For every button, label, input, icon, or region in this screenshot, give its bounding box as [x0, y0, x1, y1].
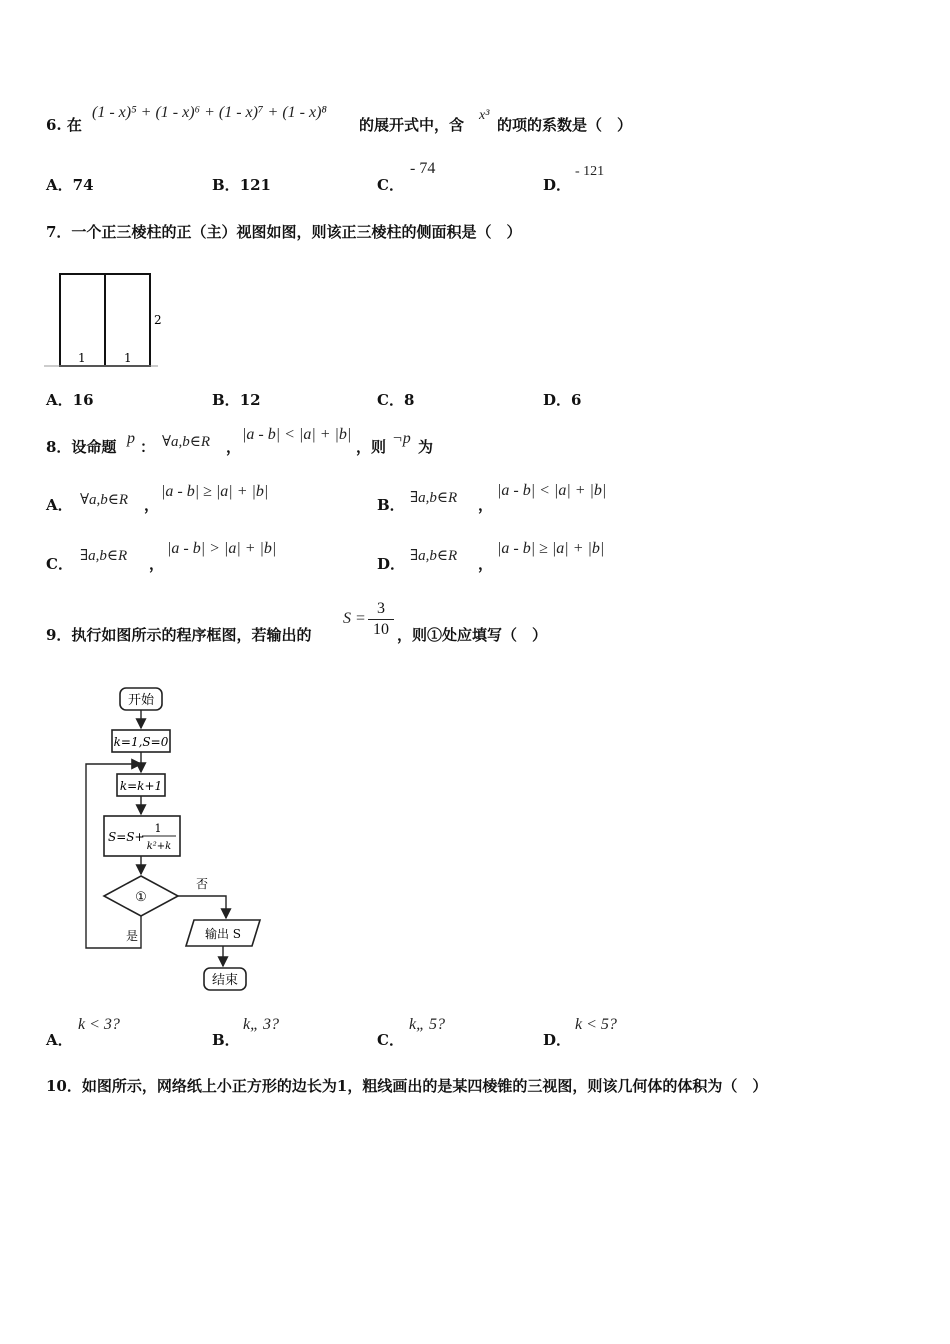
q8-comma: ， — [226, 438, 242, 456]
q6-option-c[interactable] — [377, 174, 404, 195]
q6-mid: 的展开式中，含 — [359, 116, 465, 134]
figure-label-left: 1 — [78, 351, 86, 365]
option-label: A． — [46, 496, 73, 514]
option-label: B． — [212, 176, 240, 194]
flow-output-label: 输出 S — [204, 927, 242, 941]
option-label: B． — [212, 1031, 240, 1049]
flow-start-label: 开始 — [127, 693, 155, 708]
q7-option-b[interactable] — [212, 389, 261, 410]
q6-number: 6. — [46, 116, 62, 134]
q8-wei: 为 — [418, 438, 434, 456]
q8-not-p: ¬p — [392, 430, 411, 447]
option-value: 16 — [72, 391, 94, 409]
q9-stem-prefix: 9．执行如图所示的程序框图，若输出的 — [46, 626, 312, 644]
q8-option-c-inequality: |a - b| > |a| + |b| — [167, 540, 277, 557]
q8-option-a-comma: ， — [144, 496, 160, 514]
q6-option-d[interactable] — [543, 174, 571, 195]
option-label: C． — [377, 176, 404, 194]
q9-option-d-value: k < 5? — [575, 1016, 617, 1033]
q8-option-c-quantifier: ∃a,b∈R — [80, 548, 128, 564]
option-value: 121 — [239, 176, 271, 194]
q8-option-a-inequality: |a - b| ≥ |a| + |b| — [161, 483, 269, 500]
flow-sum-left: S=S+ — [108, 830, 145, 844]
q8-option-d-quantifier: ∃a,b∈R — [410, 548, 458, 564]
q7-option-c[interactable] — [377, 389, 414, 410]
q8-option-a[interactable] — [46, 494, 73, 515]
q7-option-a[interactable] — [46, 389, 94, 410]
option-value: 8 — [403, 391, 415, 409]
q8-option-d-comma: ， — [478, 555, 494, 573]
q9-fraction-bar — [368, 619, 394, 620]
q8-option-a-quantifier: ∀a,b∈R — [80, 492, 129, 508]
q9-stem-suffix: ，则①处应填写（ ） — [397, 626, 548, 644]
option-label: C． — [377, 391, 404, 409]
q6-variable: x³ — [479, 108, 490, 123]
q6-option-a[interactable] — [46, 174, 94, 195]
q6-suffix: 的项的系数是（ ） — [497, 116, 633, 134]
q8-option-c[interactable] — [46, 553, 73, 574]
q8-quantifier: ∀a,b∈R — [162, 434, 211, 450]
q8-then: ，则 — [356, 438, 387, 456]
q7-option-d[interactable] — [543, 389, 581, 410]
q6-stem — [46, 114, 82, 135]
q9-option-a-value: k < 3? — [78, 1016, 120, 1033]
q8-inequality: |a - b| < |a| + |b| — [242, 426, 352, 443]
option-value: 6 — [571, 391, 582, 409]
option-label: D． — [543, 391, 572, 409]
q9-option-a[interactable] — [46, 1029, 73, 1050]
option-label: B． — [212, 391, 240, 409]
q10-stem: 10．如图所示，网络纸上小正方形的边长为1，粗线画出的是某四棱锥的三视图，则该几何体的体积为（ ） — [46, 1077, 768, 1095]
q8-option-d-inequality: |a - b| ≥ |a| + |b| — [497, 540, 605, 557]
q6-expression: (1 - x)⁵ + (1 - x)⁶ + (1 - x)⁷ + (1 - x)⁸ — [92, 104, 327, 121]
flow-no-label: 否 — [196, 877, 209, 891]
flow-init-label: k=1,S=0 — [113, 735, 169, 749]
q8-p: p — [127, 430, 135, 447]
q9-fraction-numerator: 3 — [377, 600, 385, 617]
flow-end-label: 结束 — [211, 973, 239, 988]
option-label: A． — [46, 391, 73, 409]
option-value: 12 — [239, 391, 261, 409]
flow-sum-denominator: k²+k — [146, 841, 172, 852]
option-label: A． — [46, 176, 73, 194]
q8-colon: ： — [140, 438, 156, 456]
q6-prefix: 在 — [66, 116, 82, 134]
option-label: C． — [377, 1031, 404, 1049]
q8-option-b-inequality: |a - b| < |a| + |b| — [497, 482, 607, 499]
q9-option-b-value: k„ 3? — [243, 1016, 279, 1033]
q9-s-equals: S = — [343, 610, 366, 627]
q8-option-b-quantifier: ∃a,b∈R — [410, 490, 458, 506]
figure-label-right: 1 — [124, 351, 132, 365]
q6-option-d-value: - 121 — [575, 164, 605, 179]
q7-front-view-figure — [40, 262, 180, 372]
q9-option-c-value: k„ 5? — [409, 1016, 445, 1033]
q8-option-b-comma: ， — [478, 496, 494, 514]
flow-sum-numerator: 1 — [154, 822, 162, 835]
q8-option-b[interactable] — [377, 494, 405, 515]
q6-option-c-value: - 74 — [410, 160, 436, 177]
flow-increment-label: k=k+1 — [119, 779, 163, 793]
option-value: 74 — [72, 176, 94, 194]
option-label: A． — [46, 1031, 73, 1049]
option-label: C． — [46, 555, 73, 573]
q8-option-d[interactable] — [377, 553, 405, 574]
figure-label-height: 2 — [154, 313, 162, 327]
option-label: D． — [377, 555, 406, 573]
flow-yes-label: 是 — [126, 929, 139, 943]
option-label: D． — [543, 1031, 572, 1049]
option-label: D． — [543, 176, 572, 194]
flow-decision-label: ① — [135, 890, 147, 905]
q9-flowchart — [80, 682, 280, 1000]
q9-fraction — [368, 600, 394, 639]
q9-option-d[interactable] — [543, 1029, 571, 1050]
q9-option-c[interactable] — [377, 1029, 404, 1050]
option-label: B． — [377, 496, 405, 514]
q9-fraction-denominator: 10 — [373, 621, 389, 638]
q9-option-b[interactable] — [212, 1029, 240, 1050]
q7-stem: 7．一个正三棱柱的正（主）视图如图，则该正三棱柱的侧面积是（ ） — [46, 223, 522, 241]
q8-option-c-comma: ， — [149, 555, 165, 573]
q6-option-b[interactable] — [212, 174, 271, 195]
q8-number: 8．设命题 — [46, 438, 117, 456]
